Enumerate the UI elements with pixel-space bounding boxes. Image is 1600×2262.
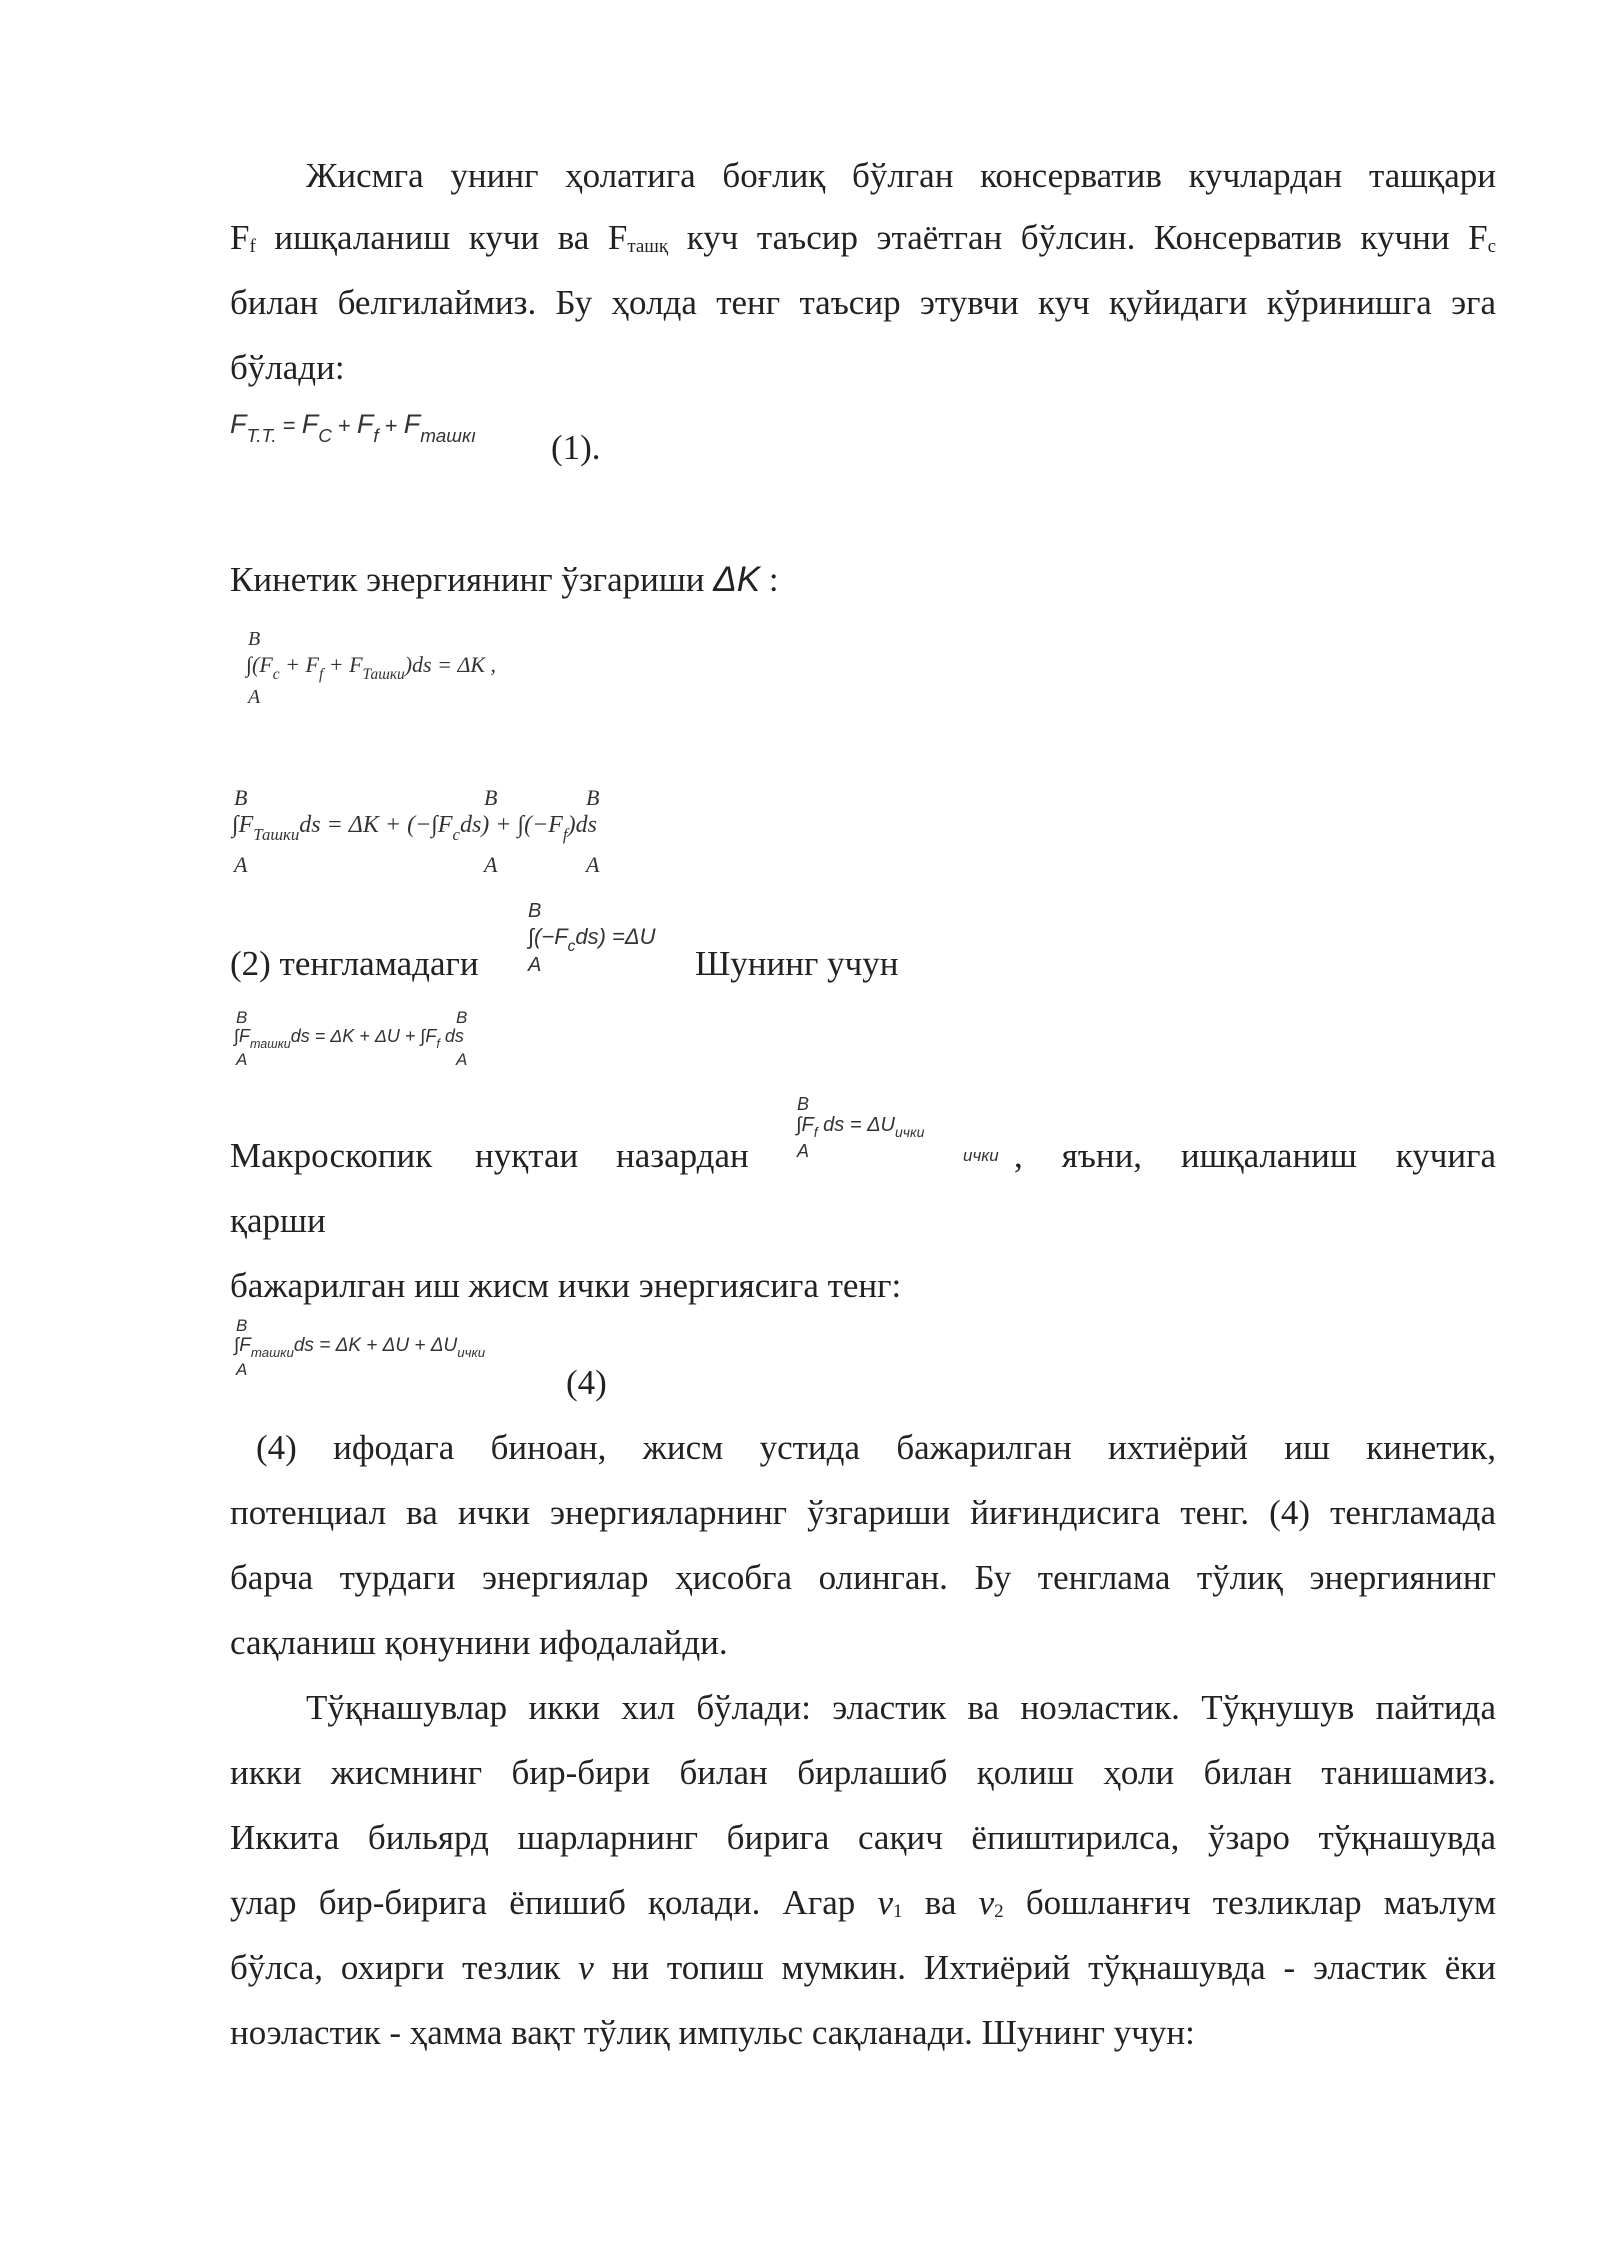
eq-part: ds) =ΔU xyxy=(575,924,656,949)
integral-upper-limit: B xyxy=(797,1094,810,1114)
integral-upper-limit: B xyxy=(236,1316,248,1335)
macro-rest: , яъни, ишқаланиш кучига xyxy=(1014,1136,1496,1175)
eq-part: ∫F xyxy=(234,1026,250,1046)
integral-lower-limit: A xyxy=(236,1050,248,1069)
text-fragment: бўлса, охирги тезлик xyxy=(230,1948,579,1987)
eq-part: ds = ΔK + ΔU + ΔU xyxy=(293,1335,458,1356)
kinetic-energy-line xyxy=(230,556,1496,604)
paragraph-2-line-3: барча турдаги энергиялар ҳисобга олинган. Бу тенглама тўлиқ энергиянинг xyxy=(230,1558,1496,1597)
subscript: c xyxy=(1487,236,1496,257)
eq-subscript: c xyxy=(452,824,460,844)
integral-upper-limit: B xyxy=(528,900,542,922)
eq-subscript: ташки xyxy=(249,1036,291,1051)
equation-3 xyxy=(232,812,597,844)
eq-part: ∫(−F xyxy=(528,924,568,949)
eq-part: ∫F xyxy=(232,812,254,838)
macro-equation xyxy=(796,1114,925,1141)
integral-upper-limit: B xyxy=(234,785,248,810)
macro-word-2: нуқтаи xyxy=(475,1136,579,1175)
paragraph-2-line-4: сақланиш қонунини ифодалайди. xyxy=(230,1623,728,1662)
velocity-symbol: v xyxy=(978,1883,995,1922)
text-fragment: ва xyxy=(902,1883,979,1922)
eq-subscript: c xyxy=(272,665,280,683)
work-line: бажарилган иш жисм ички энергиясига тенг: xyxy=(230,1266,902,1305)
subscript: ташқ xyxy=(627,236,669,257)
eq-part: + F xyxy=(279,652,319,677)
paragraph-1-line-4: бўлади: xyxy=(230,348,345,387)
integral-lower-limit: A xyxy=(456,1050,468,1069)
paragraph-1-line-1: Жисмга унинг ҳолатига боғлиқ бўлган консерватив кучлардан ташқари xyxy=(306,156,1496,195)
paragraph-1-line-2 xyxy=(230,214,1496,271)
text-fragment: ни топиш мумкин. Ихтиёрий тўқнашувда - эластик ёки xyxy=(593,1948,1497,1987)
eq-subscript: Ташки xyxy=(362,665,405,683)
eq-part: ∫F xyxy=(234,1335,251,1356)
integral-lower-limit: A xyxy=(234,852,248,877)
eq-subscript: f xyxy=(318,665,324,683)
eq-part: )ds = ΔK , xyxy=(404,652,497,677)
paragraph-3-line-1: Тўқнашувлар икки хил бўлади: эластик ва ноэластик. Тўқнушув пайтида xyxy=(306,1688,1496,1727)
eq-subscript: ташки xyxy=(250,1344,294,1360)
eq-part: ∫F xyxy=(420,1026,437,1046)
equation-5 xyxy=(234,1026,464,1051)
eq-subscript: ташкı xyxy=(420,425,477,447)
macro-word-1: Макроскопик xyxy=(230,1136,433,1175)
equation-2-reference-text: (2) тенгламадаги xyxy=(230,944,479,983)
integral-upper-limit: B xyxy=(484,785,498,810)
eq-part: ∫(F xyxy=(246,652,273,677)
integral-lower-limit: A xyxy=(484,852,498,877)
eq-part: ds = ΔK + ΔU + xyxy=(290,1026,421,1046)
eq-part: + F xyxy=(323,652,363,677)
eq-operator: + xyxy=(378,413,404,438)
subscript: 1 xyxy=(893,1901,903,1922)
eq-symbol: F xyxy=(403,409,421,439)
eq-part: ∫(−F xyxy=(517,812,563,838)
eq-subscript: C xyxy=(318,425,332,447)
integral-lower-limit: A xyxy=(528,954,542,976)
eq-part: ds xyxy=(439,1026,464,1046)
eq-part: ds) + xyxy=(459,812,518,838)
eq-operator: + xyxy=(331,413,357,438)
equation-6-number: (4) xyxy=(566,1363,607,1402)
eq-subscript: T.T. xyxy=(246,425,277,447)
delta-k-symbol: ΔK xyxy=(713,560,761,599)
eq-subscript: f xyxy=(373,425,379,447)
paragraph-1-line-3: билан белгилаймиз. Бу ҳолда тенг таъсир этувчи куч қуйидаги кўринишга эга xyxy=(230,283,1496,322)
eq-part: )ds xyxy=(567,812,597,838)
integral-lower-limit: A xyxy=(797,1141,810,1161)
eq-symbol: F xyxy=(230,409,247,439)
equation-1 xyxy=(230,409,477,447)
integral-lower-limit: A xyxy=(236,1360,248,1379)
eq-subscript: c xyxy=(567,937,576,955)
eq-part: ∫F xyxy=(796,1114,814,1136)
integral-upper-limit: B xyxy=(236,1008,248,1027)
macro-subscript: ички xyxy=(963,1146,999,1165)
text-fragment: ишқаланиш кучи ва F xyxy=(255,218,628,257)
subscript: f xyxy=(249,236,256,257)
eq-subscript: f xyxy=(436,1036,440,1051)
paragraph-2-line-1: (4) ифодага биноан, жисм устида бажарилган ихтиёрий иш кинетик, xyxy=(256,1428,1496,1467)
integral-lower-limit: A xyxy=(248,686,261,708)
eq-symbol: F xyxy=(301,409,319,439)
eq-subscript: ички xyxy=(894,1124,925,1141)
paragraph-3-line-2: икки жисмнинг бир-бири билан бирлашиб қолиш ҳоли билан танишамиз. xyxy=(230,1753,1496,1792)
paragraph-3-line-4 xyxy=(230,1879,1496,1936)
integral-upper-limit: B xyxy=(586,785,600,810)
eq-symbol: F xyxy=(356,409,374,439)
eq-part: ds = ΔU xyxy=(817,1114,895,1136)
paragraph-3-line-6: ноэластик - ҳамма вақт тўлиқ импульс сақланади. Шунинг учун: xyxy=(230,2013,1195,2052)
text-fragment: улар бир-бирига ёпишиб қолади. Агар xyxy=(230,1883,878,1922)
velocity-symbol: v xyxy=(578,1948,594,1987)
velocity-symbol: v xyxy=(877,1883,894,1922)
eq-subscript: f xyxy=(562,824,568,844)
therefore-text: Шунинг учун xyxy=(695,944,899,983)
integral-upper-limit: B xyxy=(456,1008,468,1027)
equation-6 xyxy=(234,1335,486,1360)
eq-subscript: f xyxy=(813,1124,818,1141)
text-fragment: куч таъсир этаётган бўлсин. Консерватив кучни F xyxy=(668,218,1488,257)
text-fragment: Кинетик энергиянинг ўзгариши xyxy=(230,560,714,599)
against-line: қарши xyxy=(230,1201,326,1240)
eq-part: ∫F xyxy=(431,812,453,838)
eq-subscript: Ташки xyxy=(253,824,300,844)
integral-upper-limit: B xyxy=(248,628,261,650)
text-fragment: : xyxy=(760,560,779,599)
paragraph-3-line-5 xyxy=(230,1944,1496,1992)
eq-operator: = xyxy=(276,413,302,438)
equation-1-number: (1). xyxy=(551,428,601,467)
equation-2 xyxy=(246,652,497,683)
equation-4-inline xyxy=(528,924,656,955)
paragraph-2-line-2: потенциал ва ички энергияларнинг ўзгариши йиғиндисига тенг. (4) тенгламада xyxy=(230,1493,1496,1532)
text-fragment: бошланғич тезликлар маълум xyxy=(1003,1883,1496,1922)
integral-lower-limit: A xyxy=(586,852,600,877)
paragraph-3-line-3: Иккита бильярд шарларнинг бирига сақич ёпиштирилса, ўзаро тўқнашувда xyxy=(230,1818,1496,1857)
macro-word-3: назардан xyxy=(616,1136,749,1175)
text-fragment: F xyxy=(230,218,250,257)
eq-part: ds = ΔK + (− xyxy=(299,812,432,838)
eq-subscript: ички xyxy=(457,1344,486,1360)
subscript: 2 xyxy=(994,1901,1004,1922)
